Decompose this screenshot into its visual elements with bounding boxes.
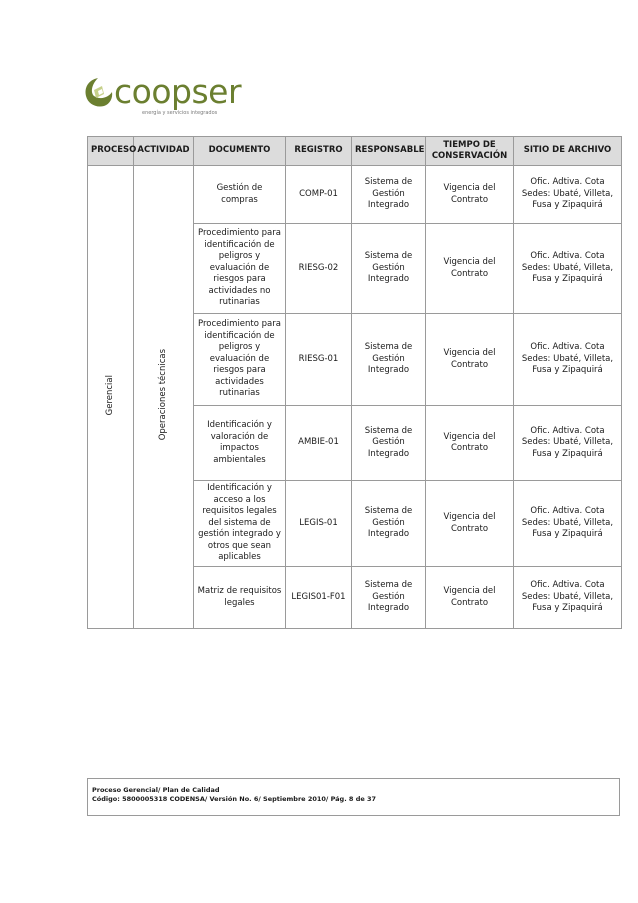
header-documento: DOCUMENTO (194, 137, 286, 166)
tiempo-cell: Vigencia del Contrato (426, 406, 514, 481)
responsable-cell: Sistema de Gestión Integrado (352, 166, 426, 224)
documento-cell: Gestión de compras (194, 166, 286, 224)
documento-cell: Identificación y valoración de impactos ambientales (194, 406, 286, 481)
registro-cell: COMP-01 (286, 166, 352, 224)
proceso-cell (88, 166, 134, 629)
header-actividad: ACTIVIDAD (134, 137, 194, 166)
responsable-cell: Sistema de Gestión Integrado (352, 567, 426, 629)
logo-tagline: energía y servicios integrados (142, 110, 218, 116)
records-table (87, 136, 622, 629)
tiempo-cell: Vigencia del Contrato (426, 481, 514, 567)
tiempo-cell: Vigencia del Contrato (426, 314, 514, 406)
header-tiempo: TIEMPO DE CONSERVACIÓN (426, 137, 514, 166)
sitio-cell: Ofic. Adtiva. Cota Sedes: Ubaté, Villeta, Fusa y Zipaquirá (514, 166, 622, 224)
sitio-cell: Ofic. Adtiva. Cota Sedes: Ubaté, Villeta, Fusa y Zipaquirá (514, 314, 622, 406)
actividad-cell (134, 166, 194, 629)
registro-cell: LEGIS01-F01 (286, 567, 352, 629)
registro-cell: RIESG-02 (286, 224, 352, 314)
coopser-logo-icon (82, 76, 114, 110)
tiempo-cell: Vigencia del Contrato (426, 224, 514, 314)
header-row (88, 137, 622, 166)
company-logo (82, 72, 242, 122)
proceso-label: Gerencial (104, 374, 115, 415)
documento-cell: Procedimiento para identificación de peligros y evaluación de riesgos para actividades no rutinarias (194, 224, 286, 314)
footer-line-2: Código: 5800005318 CODENSA/ Versión No. 6/ Septiembre 2010/ Pág. 8 de 37 (92, 795, 377, 803)
registro-cell: AMBIE-01 (286, 406, 352, 481)
sitio-cell: Ofic. Adtiva. Cota Sedes: Ubaté, Villeta, Fusa y Zipaquirá (514, 224, 622, 314)
header-sitio: SITIO DE ARCHIVO (514, 137, 622, 166)
actividad-label: Operaciones técnicas (157, 349, 168, 441)
responsable-cell: Sistema de Gestión Integrado (352, 224, 426, 314)
sitio-cell: Ofic. Adtiva. Cota Sedes: Ubaté, Villeta, Fusa y Zipaquirá (514, 481, 622, 567)
page-footer (87, 778, 620, 816)
tiempo-cell: Vigencia del Contrato (426, 567, 514, 629)
documento-cell: Procedimiento para identificación de peligros y evaluación de riesgos para actividades rutinarias (194, 314, 286, 406)
tiempo-cell: Vigencia del Contrato (426, 166, 514, 224)
responsable-cell: Sistema de Gestión Integrado (352, 314, 426, 406)
table-row (88, 166, 622, 224)
documento-cell: Identificación y acceso a los requisitos legales del sistema de gestión integrado y otros que sean aplicables (194, 481, 286, 567)
responsable-cell: Sistema de Gestión Integrado (352, 481, 426, 567)
sitio-cell: Ofic. Adtiva. Cota Sedes: Ubaté, Villeta, Fusa y Zipaquirá (514, 406, 622, 481)
footer-line-1: Proceso Gerencial/ Plan de Calidad (92, 786, 220, 794)
header-registro: REGISTRO (286, 137, 352, 166)
header-proceso: PROCESO (88, 137, 134, 166)
logo-wordmark: coopser (114, 72, 242, 111)
responsable-cell: Sistema de Gestión Integrado (352, 406, 426, 481)
header-responsable: RESPONSABLE (352, 137, 426, 166)
sitio-cell: Ofic. Adtiva. Cota Sedes: Ubaté, Villeta, Fusa y Zipaquirá (514, 567, 622, 629)
documento-cell: Matriz de requisitos legales (194, 567, 286, 629)
registro-cell: RIESG-01 (286, 314, 352, 406)
registro-cell: LEGIS-01 (286, 481, 352, 567)
